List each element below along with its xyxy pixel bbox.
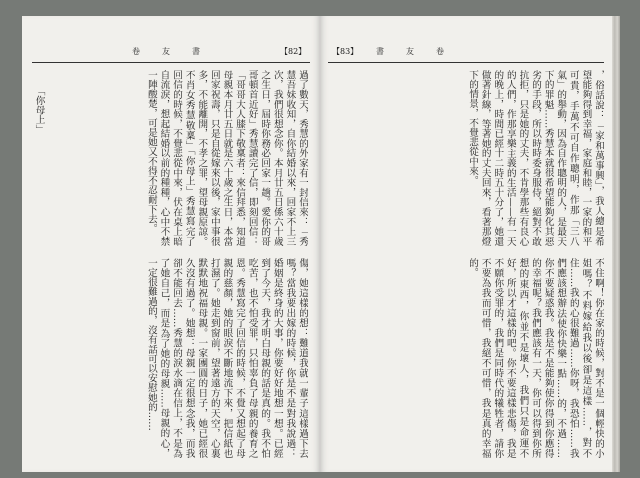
upper-text-block: ，俗話說：「家和萬事興」，我人總是希望能夠得到幸福，家庭和睦，一家的和平可貴，手萬不可自作聰明，作那「三八氣」的舉動，因為自作聰明的人，是最天下的罪魁……秀慧本就很希望能夠化其惡劣的手段，所以時時委身服侍，絕對不敢抗拒，只是她的丈夫，不肯學那些有良心的人們，作那享樂主義的生活——有一天的晚上，時間已經十二時五十分了，她還做著針線，等著她的丈夫回來，看著那燈下的情景，不覺悲從中來。: [467, 70, 604, 246]
running-header: [112, 46, 307, 60]
header-rule: [328, 62, 604, 63]
page-number: 【82】: [280, 47, 307, 56]
note: 「你母上」: [33, 86, 45, 134]
left-page: [22, 16, 320, 472]
lower-text-block: 傷，她這樣的想：難道我就一輩子這樣過下去嗎？當我要出嫁的時候，你是不是對我說過：婚姻是終身的大事，你要好好地想一想。已經到了今天，我才明白母親的話是真的。我不怕吃苦，也不怕受罪，只怕辜負了母親的養育之恩。秀慧寫完了回信的時候，不覺又想起了母親的慈顏，她的眼淚不斷地流下來，把信紙也打濕了。她走到窗前，望著遠方的天空，心裏默默地祝福母親。一家團圓的日子，她已經很久沒有過了。她想：母親一定很想念我，而我卻不能回去……秀慧的淚水滴在信上，不是為了她自己，而是為了她的母親……母親的心，一定很難過的，沒有話可以安慰她的……: [145, 258, 308, 458]
running-header: [332, 46, 522, 60]
running-title: 書友卷: [376, 47, 466, 56]
running-title: 卷友書: [132, 47, 222, 56]
page-number: 【83】: [332, 47, 359, 56]
header-rule: [32, 62, 310, 63]
page-edges: [612, 16, 620, 472]
upper-text-block: 過了數天，秀慧的外家有一封信來：「秀慧吾妹收知，自你結婚以來，回家不上三次，我們很想念你。本月廿五日係六十歲之生日，屆時你務必回家一趟。愛你的哥哥頓首近好」秀慧讀完了信，即刻回信：「哥哥大人膝下敬稟者：來信拜悉，知道母親本月廿五日就是六十歲之生日，本當回家祝壽，只是自從嫁來以後，家中事很多，不能離開，不孝之罪，望母親原諒。不肖女秀慧敬稟」「你母上」秀慧寫完了回信的時候，不覺悲從中來，伏在桌上暗自流淚，想起結婚以前的種種，心中不禁一陣酸楚，可是她又不得不忍耐下去。: [145, 70, 308, 246]
lower-text-block: 不住啊！你在家的時候，對不是一個輕快的小姐嗎？不料嫁給我以後卻是這樣……，對不住……我的心很難過……你呀，我恐怕……我們應該想辦法使你快樂一點……的，不過……你不要疑惑我。我是不是能夠使你得到你應得的幸福呢？我們應該有一天，你可以得到你所想的東西，你並不是壞人，我們只是命運不好，所以才這樣的吧。你不要這樣悲傷，我是不願你受罪的，我們是同時代的犧牲者，請你不要為我而可惜，我絕不可惜，我是真的幸福的。: [467, 258, 604, 458]
right-page: [320, 16, 612, 472]
